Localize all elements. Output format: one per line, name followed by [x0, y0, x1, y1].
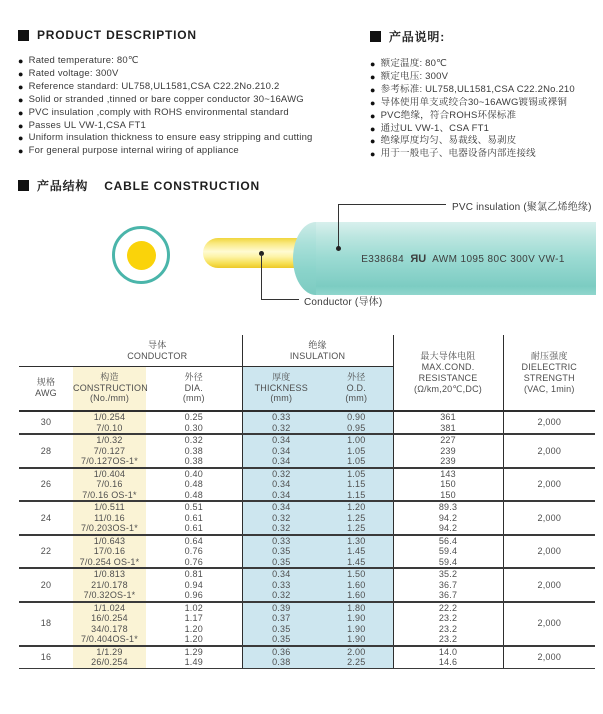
list-item: [18, 94, 370, 107]
cell-value: 1.15: [347, 479, 366, 490]
table-row-awg-16: [19, 646, 595, 669]
cell-value: 1.00: [347, 435, 366, 446]
cell-value: 1.60: [347, 579, 366, 590]
cell-value: 1.25: [347, 512, 366, 523]
table-row-awg-24: [19, 501, 595, 535]
cable-construction-title-cn: 产品结构: [37, 179, 89, 194]
list-item-text: 用于一般电子、电器设备内部连接线: [380, 148, 536, 160]
cell-value: 7/0.16: [96, 479, 123, 490]
list-item: [370, 110, 603, 123]
cell-value: 0.35: [272, 623, 291, 634]
cell-value: 1.49: [184, 657, 203, 668]
cell-resistance: [393, 602, 503, 646]
cell-awg: [19, 411, 73, 434]
insulation-body: [316, 222, 596, 295]
cell-value: 0.34: [272, 479, 291, 490]
table-row-awg-22: [19, 535, 595, 569]
cell-value: 2.00: [347, 646, 366, 657]
cell-value: 7/0.203OS-1*: [81, 523, 138, 534]
cell-value: 0.34: [272, 456, 291, 467]
cell-value: 1.45: [347, 556, 366, 567]
cell-construction: [73, 646, 146, 669]
list-item: [370, 71, 603, 84]
cell-value: 94.2: [438, 512, 458, 523]
cell-value: 1/1.29: [96, 646, 123, 657]
cell-value: 14.0: [438, 646, 458, 657]
cell-od: [320, 568, 393, 602]
cell-value: 1.45: [347, 546, 366, 557]
specification-table: [19, 335, 595, 668]
cell-value: 1.05: [347, 445, 366, 456]
cell-value: 0.32: [272, 468, 291, 479]
list-item: [370, 58, 603, 71]
column-header-resistance: 最大导体电阻 MAX.COND. RESISTANCE (Ω/km,20℃,DC): [393, 335, 503, 411]
cell-value: 0.34: [272, 445, 291, 456]
cell-value: 143: [440, 468, 456, 479]
cell-value: 89.3: [438, 502, 458, 513]
cell-value: 7/0.254 OS-1*: [79, 556, 140, 567]
cell-value: 0.35: [272, 634, 291, 645]
bullet-icon: ●: [18, 146, 24, 157]
cell-dia: [146, 646, 242, 669]
cell-value: 1/0.32: [96, 435, 123, 446]
cell-dia: [146, 568, 242, 602]
cell-value: 11/0.16: [94, 512, 125, 523]
cell-construction: [73, 434, 146, 468]
cell-value: 2,000: [537, 512, 562, 523]
cell-value: 0.38: [272, 657, 291, 668]
cell-value: 0.64: [184, 535, 203, 546]
cell-od: [320, 501, 393, 535]
cell-value: 56.4: [438, 535, 458, 546]
cell-value: 1.20: [347, 502, 366, 513]
insulation-label: PVC insulation (聚氯乙烯绝缘): [452, 202, 592, 214]
cell-value: 1.30: [347, 535, 366, 546]
cable-construction-section: [0, 177, 603, 318]
cell-resistance: [393, 535, 503, 569]
product-notes-column: [370, 28, 603, 161]
cell-resistance: [393, 411, 503, 434]
list-item-text: 额定温度: 80℃: [380, 58, 447, 69]
product-description-title-text: PRODUCT DESCRIPTION: [37, 28, 197, 42]
ul-recognized-mark-icon: ЯU: [410, 252, 427, 265]
list-item-text: 参考标准: UL758,UL1581,CSA C22.2No.210: [380, 83, 575, 95]
cell-value: 34/0.178: [91, 623, 128, 634]
cell-value: 23.2: [438, 623, 458, 634]
conductor-label: Conductor (导体): [304, 297, 383, 309]
cell-value: 1.60: [347, 590, 366, 601]
cell-value: 1.90: [347, 623, 366, 634]
list-item-text: Reference standard: UL758,UL1581,CSA C22.2No.210.2: [28, 80, 280, 92]
insulation-leader-line: [338, 204, 446, 205]
bullet-icon: ●: [18, 81, 24, 92]
list-item: [370, 97, 603, 110]
product-description-title: [18, 28, 370, 42]
cell-value: 0.40: [184, 468, 203, 479]
bullet-icon: ●: [370, 71, 376, 82]
cell-construction: [73, 602, 146, 646]
cell-thickness: [242, 501, 320, 535]
ul-file-number: E338684: [361, 253, 405, 265]
bullet-icon: ●: [18, 94, 24, 105]
cell-dielectric: [503, 535, 595, 569]
cell-value: 1/0.813: [93, 569, 126, 580]
cell-value: 0.38: [184, 445, 203, 456]
list-item-text: Rated temperature: 80℃: [28, 55, 139, 66]
cell-value: 7/0.127OS-1*: [81, 456, 138, 467]
list-item: [370, 148, 603, 161]
cell-value: 0.32: [184, 435, 203, 446]
bullet-icon: ●: [370, 149, 376, 160]
cell-resistance: [393, 468, 503, 502]
cell-value: 1/0.404: [93, 468, 126, 479]
cell-dia: [146, 602, 242, 646]
description-section: [0, 0, 603, 161]
conductor-core-circle: [127, 241, 156, 270]
cell-value: 0.34: [272, 569, 291, 580]
cell-thickness: [242, 602, 320, 646]
cell-value: 1.50: [347, 569, 366, 580]
cell-value: 0.61: [184, 523, 203, 534]
cell-value: 94.2: [438, 523, 458, 534]
cell-value: 1.90: [347, 634, 366, 645]
cell-thickness: [242, 468, 320, 502]
list-item-text: 通过UL VW-1、CSA FT1: [380, 122, 490, 134]
cell-value: 0.61: [184, 512, 203, 523]
cell-value: 0.32: [272, 590, 291, 601]
insulation-leader-line: [338, 204, 339, 248]
bullet-icon: ●: [370, 123, 376, 134]
cell-value: 0.81: [184, 569, 203, 580]
list-item-text: PVC绝缘，符合ROHS环保标准: [380, 109, 517, 121]
section-marker-icon: [18, 30, 29, 41]
list-item-text: Rated voltage: 300V: [28, 67, 119, 79]
cell-dielectric: [503, 646, 595, 669]
cell-value: 7/0.404OS-1*: [81, 634, 138, 645]
cell-value: 361: [440, 412, 456, 423]
cable-diagram: [0, 196, 603, 318]
cell-value: 150: [440, 489, 456, 500]
cell-value: 24: [40, 512, 52, 523]
cell-construction: [73, 568, 146, 602]
cell-value: 7/0.32OS-1*: [83, 590, 136, 601]
bullet-icon: ●: [18, 56, 24, 66]
cell-value: 1.80: [347, 602, 366, 613]
table-row-awg-20: [19, 568, 595, 602]
cell-od: [320, 468, 393, 502]
cell-value: 0.95: [347, 422, 366, 433]
cell-value: 0.39: [272, 602, 291, 613]
cell-dia: [146, 501, 242, 535]
cell-value: 7/0.127: [93, 445, 126, 456]
list-item: [18, 132, 370, 145]
cell-awg: [19, 602, 73, 646]
section-marker-icon: [18, 180, 29, 191]
cell-value: 227: [440, 435, 456, 446]
cell-value: 18: [40, 618, 52, 629]
cell-value: 0.36: [272, 646, 291, 657]
list-item-text: 绝缘厚度均匀、易裁线、易剥皮: [380, 135, 517, 147]
group-header-insulation: 绝缘 INSULATION: [242, 335, 393, 366]
table-row-awg-26: [19, 468, 595, 502]
conductor-leader-line: [261, 254, 262, 299]
cell-value: 16: [40, 651, 52, 662]
cell-value: 381: [440, 422, 456, 433]
list-item: [18, 81, 370, 94]
cell-dia: [146, 411, 242, 434]
cell-value: 26/0.254: [91, 657, 128, 668]
cell-value: 59.4: [438, 546, 458, 557]
list-item: [370, 84, 603, 97]
cell-value: 0.33: [272, 535, 291, 546]
cell-value: 1/0.254: [93, 412, 126, 423]
cell-dia: [146, 468, 242, 502]
bullet-icon: ●: [370, 97, 376, 108]
cell-value: 7/0.16 OS-1*: [82, 489, 137, 500]
cell-value: 23.2: [438, 634, 458, 645]
cell-thickness: [242, 646, 320, 669]
cell-value: 0.32: [272, 422, 291, 433]
cell-value: 0.76: [184, 556, 203, 567]
cell-od: [320, 434, 393, 468]
cell-awg: [19, 434, 73, 468]
cell-value: 14.6: [438, 657, 458, 668]
column-header-construction: 构造 CONSTRUCTION (No./mm): [73, 366, 146, 411]
cell-value: 2,000: [537, 479, 562, 490]
list-item-text: Uniform insulation thickness to ensure easy stripping and cutting: [28, 132, 313, 144]
cell-resistance: [393, 501, 503, 535]
cell-dia: [146, 535, 242, 569]
cell-value: 2,000: [537, 445, 562, 456]
cell-value: 0.34: [272, 502, 291, 513]
product-notes-title-text: 产品说明:: [389, 30, 445, 44]
bullet-icon: ●: [18, 107, 24, 118]
list-item: [370, 135, 603, 148]
cell-value: 0.37: [272, 613, 291, 624]
cell-value: 1.25: [347, 523, 366, 534]
cell-value: 0.35: [272, 556, 291, 567]
cell-construction: [73, 468, 146, 502]
cell-value: 0.34: [272, 435, 291, 446]
cell-value: 7/0.10: [96, 422, 123, 433]
list-item: [18, 68, 370, 81]
cell-value: 2,000: [537, 546, 562, 557]
list-item-text: For general purpose internal wiring of appliance: [28, 145, 239, 157]
bullet-icon: ●: [370, 84, 376, 95]
cell-value: 1.02: [184, 602, 203, 613]
list-item-text: 额定电压: 300V: [380, 70, 449, 82]
cell-value: 0.33: [272, 412, 291, 423]
cable-print-text: [347, 253, 565, 265]
cell-thickness: [242, 411, 320, 434]
cell-awg: [19, 568, 73, 602]
column-header-dielectric: 耐压强度 DIELECTRIC STRENGTH (VAC, 1min): [503, 335, 595, 411]
product-notes-title: [370, 28, 603, 45]
cell-value: 1.17: [184, 613, 203, 624]
list-item: [18, 55, 370, 68]
cell-value: 1/1.024: [93, 602, 126, 613]
cell-value: 23.2: [438, 613, 458, 624]
cell-value: 16/0.254: [91, 613, 128, 624]
product-description-list: [18, 55, 370, 158]
list-item: [18, 145, 370, 158]
cell-value: 150: [440, 479, 456, 490]
cell-dielectric: [503, 568, 595, 602]
cell-od: [320, 411, 393, 434]
cell-value: 0.30: [184, 422, 203, 433]
cell-value: 20: [40, 579, 52, 590]
bullet-icon: ●: [370, 136, 376, 147]
cell-construction: [73, 501, 146, 535]
cell-value: 0.94: [184, 579, 203, 590]
cell-value: 59.4: [438, 556, 458, 567]
cell-resistance: [393, 568, 503, 602]
cell-value: 0.96: [184, 590, 203, 601]
bullet-icon: ●: [18, 133, 24, 144]
cell-value: 0.38: [184, 456, 203, 467]
cell-value: 1/0.511: [94, 502, 125, 513]
section-marker-icon: [370, 31, 381, 42]
table-row-awg-18: [19, 602, 595, 646]
cell-construction: [73, 535, 146, 569]
column-header-od: 外径 O.D. (mm): [320, 366, 393, 411]
column-header-awg: 规格 AWG: [19, 366, 73, 411]
cell-dia: [146, 434, 242, 468]
table-row-awg-30: [19, 411, 595, 434]
cell-value: 1.20: [184, 634, 203, 645]
list-item: [18, 120, 370, 133]
cell-value: 2.25: [347, 657, 366, 668]
cell-resistance: [393, 434, 503, 468]
cell-construction: [73, 411, 146, 434]
cell-resistance: [393, 646, 503, 669]
cell-thickness: [242, 434, 320, 468]
cell-awg: [19, 501, 73, 535]
bullet-icon: ●: [18, 120, 24, 131]
cell-dielectric: [503, 468, 595, 502]
cell-awg: [19, 646, 73, 669]
cell-value: 26: [40, 479, 52, 490]
cell-value: 1.05: [347, 456, 366, 467]
cable-construction-title-en: CABLE CONSTRUCTION: [104, 178, 260, 193]
cell-od: [320, 602, 393, 646]
cell-thickness: [242, 568, 320, 602]
cell-value: 28: [40, 445, 52, 456]
list-item: [18, 107, 370, 120]
cell-value: 0.48: [184, 489, 203, 500]
cable-spec-text: AWM 1095 80C 300V VW-1: [432, 253, 565, 265]
cell-value: 22.2: [438, 602, 458, 613]
cell-value: 0.25: [184, 412, 203, 423]
cell-value: 1.90: [347, 613, 366, 624]
cell-value: 17/0.16: [93, 546, 126, 557]
cell-value: 1.20: [184, 623, 203, 634]
cell-value: 2,000: [537, 651, 562, 662]
product-description-column: [18, 28, 370, 161]
bullet-icon: ●: [370, 110, 376, 121]
cell-thickness: [242, 535, 320, 569]
cell-value: 0.76: [184, 546, 203, 557]
cell-value: 1.05: [347, 468, 366, 479]
column-header-thickness: 厚度 THICKNESS (mm): [242, 366, 320, 411]
cell-value: 0.35: [272, 546, 291, 557]
conductor-leader-line: [261, 299, 299, 300]
cell-od: [320, 646, 393, 669]
header-spacer: [19, 335, 73, 366]
cell-od: [320, 535, 393, 569]
cell-value: 0.32: [272, 512, 291, 523]
cell-dielectric: [503, 602, 595, 646]
cell-dielectric: [503, 434, 595, 468]
cell-value: 1.15: [347, 489, 366, 500]
cell-value: 0.48: [184, 479, 203, 490]
cell-value: 2,000: [537, 417, 562, 428]
group-header-conductor: 导体 CONDUCTOR: [73, 335, 242, 366]
cell-value: 2,000: [537, 618, 562, 629]
cell-value: 21/0.178: [91, 579, 128, 590]
cell-value: 1.29: [184, 646, 203, 657]
cell-dielectric: [503, 411, 595, 434]
cell-dielectric: [503, 501, 595, 535]
table-row-awg-28: [19, 434, 595, 468]
cell-value: 0.90: [347, 412, 366, 423]
cell-awg: [19, 535, 73, 569]
cell-awg: [19, 468, 73, 502]
column-header-dia: 外径 DIA. (mm): [146, 366, 242, 411]
cable-construction-title: [18, 177, 603, 194]
cell-value: 239: [440, 445, 456, 456]
list-item-text: Solid or stranded ,tinned or bare copper conductor 30~16AWG: [28, 93, 304, 105]
bullet-icon: ●: [370, 59, 376, 69]
bullet-icon: ●: [18, 68, 24, 79]
cell-value: 0.51: [184, 502, 203, 513]
cell-value: 0.33: [272, 579, 291, 590]
cell-value: 36.7: [438, 579, 458, 590]
cell-value: 2,000: [537, 579, 562, 590]
product-notes-list: [370, 58, 603, 161]
cell-value: 1/0.643: [93, 535, 126, 546]
cell-value: 239: [440, 456, 456, 467]
list-item-text: PVC insulation ,comply with ROHS environmental standard: [28, 106, 289, 118]
list-item-text: 导体使用单支或绞合30~16AWG镀锡或裸铜: [380, 96, 568, 108]
list-item: [370, 123, 603, 136]
cell-value: 36.7: [438, 590, 458, 601]
cell-value: 0.32: [272, 523, 291, 534]
cable-cross-section: [112, 226, 170, 284]
cell-value: 30: [40, 417, 52, 428]
list-item-text: Passes UL VW-1,CSA FT1: [28, 119, 147, 131]
cell-value: 35.2: [438, 569, 458, 580]
cell-value: 0.34: [272, 489, 291, 500]
cell-value: 22: [40, 546, 52, 557]
